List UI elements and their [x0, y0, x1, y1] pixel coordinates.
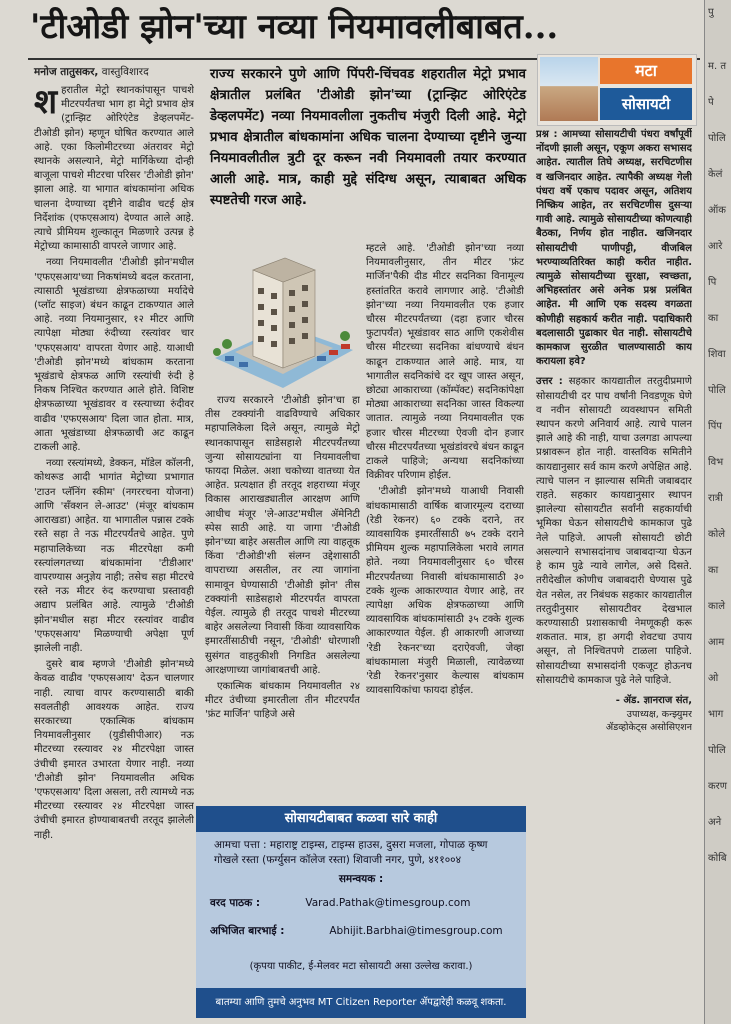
question-text: आमच्या सोसायटीची पंधरा वर्षांपूर्वी नोंदणी झाली असून, एकूण अकरा सभासद आहेत. त्यातील तिघे अध्यक्ष, सरचिटणीस व खजिनदार आहेत. त्यापैकी अध्यक्ष गेली पंधरा वर्षे एकाच पदावर असून, अतिशय निष्क्रिय आहेत, तर सरचिटणीस दुसऱ्या गावी आहे. त्यामुळे सोसायटीच्या कोणत्याही बैठका, निर्णय होत नाहीत. खजिनदार सोसायटीची पाणीपट्टी, वीजबिल भरण्याव्यतिरिक्त काही करीत नाहीत. त्यामुळे सोसायटीच्या सुरक्षा, स्वच्छता, अभिहस्तांतर असे अनेक प्रश्न प्रलंबित आहेत. मी आणि एक सदस्य वगळता कोणीही सहकार्य करीत नाही. पदाधिकारी बदलासाठी पुढाकार घेत नाही. सोसायटीचे कामकाज सुरळीत चालण्यासाठी काय करायला हवे? [536, 129, 692, 368]
adjacent-page-fragment: म. त [708, 61, 727, 72]
coordinator-1-name: वरद पाठक : [210, 897, 261, 909]
adjacent-page-fragment: का [708, 565, 719, 576]
adjacent-page-fragment: ओ [708, 673, 719, 684]
signature-org: ॲडव्होकेट्स असोसिएशन [605, 722, 692, 734]
headline: 'टीओडी झोन'च्या नव्या नियमावलीबाबत... [30, 7, 559, 47]
adjacent-page-fragment: विभ [708, 457, 724, 468]
signature-name: - ॲड. ज्ञानराज संत, [615, 694, 692, 706]
article-column-3 [366, 242, 524, 810]
illustration-space [205, 242, 360, 394]
adjacent-page-fragment: पिंप [708, 421, 722, 432]
drop-cap: श [34, 84, 58, 122]
adjacent-page-fragment: पे [708, 97, 714, 108]
adjacent-page-fragment: पोलि [708, 385, 726, 396]
answer-text: सहकार कायद्यातील तरतुदीप्रमाणे सोसायटीची दर पाच वर्षांनी निवडणूक घेणे व नवीन सोसायटी व्यवस्थापन समिती स्थापन करणे अनिवार्य आहे. त्याचे पालन झाले आहे की नाही, याचा उलगडा आपल्या प्रश्नावरून होत नाही. वास्तविक समितीने कायद्यानुसार सर्व काम करणे अपेक्षित आहे. त्याचे पालन न झाल्यास समिती जबाबदार राहते. सहकार कायद्यानुसार स्थापन झालेल्या सोसायटीत सर्वांनी सहकार्याची भूमिका घेऊन सोसायटीचे कामकाज पुढे नेले पाहिजे. आपली सोसायटी छोटी असल्याने सभासदांनाच जबाबदाऱ्या घेऊन हे काम पुढे न्यावे लागेल, असे दिसते. तरीदेखील कोणीच जबाबदारी घेण्यास पुढे येत नसेल, तर निबंधक सहकार कायद्यातील तरतुदीनुसार सोसायटीवर देखभाल करण्यासाठी प्रशासकाची नेमणूकही करू शकतात. मात्र, हा अगदी शेवटचा उपाय असून, तो निश्चितपणे टाळला पाहिजे. सोसायटीच्या सभासदांनी एकजूट होऊनच सोसायटीचे कामकाज पुढे नेले पाहिजे. [536, 376, 692, 686]
contact-box [196, 806, 526, 1018]
question [536, 128, 692, 369]
coordinator-2 [210, 924, 520, 938]
adjacent-page-fragment: अने [708, 817, 722, 828]
paragraph: एकात्मिक बांधकाम नियमावलीत २४ मीटर उंचीच्या इमारतीला तीन मीटरपर्यंत 'फ्रंट मार्जिन' पाहिजे असे [205, 681, 360, 721]
adjacent-page-fragment: शिवा [708, 349, 726, 360]
adjacent-page-strip [704, 0, 731, 1024]
answer-label: उत्तर : [536, 376, 563, 388]
adjacent-page-fragment: पोलि [708, 133, 726, 144]
adjacent-page-fragment: आरे [708, 241, 723, 252]
mata-society-banner [537, 54, 697, 126]
paragraph [34, 84, 194, 254]
coordinator-2-name: अभिजित बारभाई : [210, 925, 285, 937]
adjacent-page-fragment: कोबि [708, 853, 727, 864]
contact-note: (कृपया पाकीट, ई-मेलवर मटा सोसायटी असा उल्लेख करावा.) [249, 961, 473, 972]
contact-footer: बातम्या आणि तुमचे अनुभव MT Citizen Reporter ॲपद्वारेही कळवू शकता. [196, 988, 526, 1018]
question-label: प्रश्न : [536, 129, 558, 140]
paragraph: राज्य सरकारने 'टीओडी झोन'चा हा तीस टक्क्यांनी वाढविण्याचे अधिकार महापालिकेला दिले असून, त्यामुळे मेट्रो स्थानकापासून साडेसहाशे मीटरपर्यंतच्या जुन्या सोसायट्यांना या नियमावलीचा फायदा मिळेल. अशा चकोच्या वातच्या येत आहेत. प्रत्यक्षात ही तरतूद शहराच्या मंजूर विकास आराखड्यातील आरक्षण आणि आधीच मंजूर 'ले-आउट'मधील ॲमेनिटी स्पेस साठी आहे. या जागा 'टीओडी झोन'च्या बाहेर असतील आणि त्या वाहतूक किंवा 'टीओडी'शी संलग्न उद्देशासाठी वापराच्या असतील, तर त्या जागांना सामावून घेण्यासाठी 'टीओडी झोन' तीस टक्क्यांनी साडेसहाशे मीटरपर्यंत वापरता येईल. त्यामुळे ही तरतूद पाचशे मीटरच्या बाहेर असलेल्या निवासी किंवा व्यावसायिक इमारतींसाठीची नसून, 'टीओडी' धोरणाशी सुसंगत वाहतुकीशी निगडित असलेल्या आरक्षणाच्या जागांबाबतची आहे. [205, 395, 360, 676]
adjacent-page-fragment: केलं [708, 169, 723, 180]
adjacent-page-fragment: काले [708, 601, 726, 612]
adjacent-page-fragment: ऑक [708, 205, 726, 216]
mata-label: मटा [600, 58, 692, 84]
adjacent-page-fragment: पि [708, 277, 717, 288]
signature-title: उपाध्यक्ष, कन्झ्युमर [626, 709, 692, 721]
contact-address: आमचा पत्ता : महाराष्ट्र टाइम्स, टाइम्स हाउस, दुसरा मजला, गोपाळ कृष्ण गोखले रस्ता (फर्ग्युसन कॉलेज रस्ता) शिवाजी नगर, पुणे, ४११००४ [214, 839, 488, 866]
lead-paragraph: राज्य सरकारने पुणे आणि पिंपरी-चिंचवड शहरातील मेट्रो प्रभाव क्षेत्रातील प्रलंबित 'टीओडी झोन'च्या (ट्रान्झिट ओरिएंटेड डेव्हलपमेंट) नव्या नियमावलीला नुकतीच मंजुरी दिली आहे. मेट्रो प्रभाव क्षेत्रातील बांधकामांना अधिक चालना देण्याच्या दृष्टीने जुन्या नियमावलीतील त्रुटी दूर करून नवी नियमावली तयार करण्यात आली आहे. मात्र, काही मुद्दे संदिग्ध असून, त्याबाबत अधिक स्पष्टतेची गरज आहे. [210, 67, 526, 208]
adjacent-page-fragment: आम [708, 637, 725, 648]
answer [536, 375, 692, 687]
contact-box-title: सोसायटीबाबत कळवा सारे काही [196, 806, 526, 832]
adjacent-page-fragment: भाग [708, 709, 724, 720]
paragraph: म्हटले आहे. 'टीओडी झोन'च्या नव्या नियमावलीनुसार, तीन मीटर 'फ्रंट मार्जिन'पैकी दीड मीटर सदनिका विनामूल्य हस्तांतरित करावे लागणार आहे. 'टीओडी झोन'च्या नव्या नियमावलीत एक हजार चौरस मीटरपर्यंतच्या (दहा हजार चौरस फुटापर्यंत) भूखंडावर साठ आणि एकशेवीस चौरस मीटरच्या सदनिका बांधण्याचे बंधन काढून टाकण्यात आले आहे. मात्र, या भागातील सदनिकांचे दर खूप जास्त असून, छोट्या आकाराच्या (कॉम्पॅक्ट) सदनिकांपेक्षा मोठ्या आकाराच्या सदनिका जास्त विकल्या जातात. त्यामुळे नव्या नियमावलीत एक हजार चौरस मीटरच्या ऐवजी दोन हजार चौरस मीटरपर्यंतच्या भूखंडांवरचे बंधन काढून टाकले पाहिजे; अन्यथा सदनिकांच्या विक्रीवर परिणाम होईल. [366, 243, 524, 482]
coordinators-label: समन्वयक : [338, 873, 384, 885]
adjacent-page-fragment: पु [708, 7, 714, 18]
byline [34, 64, 204, 80]
building-photo [540, 57, 598, 121]
adjacent-page-fragment: रात्री [708, 493, 723, 504]
paragraph: 'टीओडी झोन'मध्ये याआधी निवासी बांधकामासाठी वार्षिक बाजारमूल्य दराच्या (रेडी रेकनर) ६० टक्के दराने, तर व्यावसायिक इमारतींसाठी ७५ टक्के दराने प्रीमियम शुल्क महापालिकेला भरावे लागत होते. नव्या नियमावलीनुसार ६० चौरस मीटरपर्यंतच्या निवासी बांधकामासाठी ३० टक्के शुल्क आकारण्यात येणार आहे, तर त्यापेक्षा अधिक क्षेत्रफळाच्या आणि व्यावसायिक बांधकामांसाठी ३५ टक्के शुल्क आकारण्यात येईल. ही आकारणी आजच्या 'रेडी रेकनर'च्या दराऐवजी, जेव्हा बांधकामाला मंजुरी मिळाली, त्यावेळच्या 'रेडी रेकनर'नुसार केल्यास बांधकाम व्यावसायिकांचा फायदा होईल. [366, 486, 524, 697]
adjacent-page-fragment: पोलि [708, 745, 726, 756]
adjacent-page-fragment: कोले [708, 529, 726, 540]
society-label: सोसायटी [600, 88, 692, 120]
article-column-2 [205, 242, 360, 834]
paragraph-text: हरातील मेट्रो स्थानकांपासून पाचशे मीटरपर्यंतचा भाग हा मेट्रो प्रभाव क्षेत्र (ट्रान्झिट ओरिएंटेड डेव्हलपमेंट-टीओडी झोन) म्हणून घोषित करण्यात आले आहे. एका किलोमीटरच्या अंतरावर मेट्रो स्थानके असल्याने, मेट्रो मार्गिकेच्या दोन्ही बाजूला पाचशे मीटरचा परिसर 'टीओडी झोन' झाला आहे. या भागात बांधकामांना अधिक चालना देण्याच्या दृष्टीने वाढीव चटई क्षेत्र निर्देशांक (एफएसआय) देण्यात आले आहे. त्याचे प्रीमियम शुल्कातून मिळणारे उत्पन्न हे मेट्रोच्या कामासाठी वापरले जाणार आहे. [34, 85, 194, 253]
paragraph: नव्या नियमावलीत 'टीओडी झोन'मधील 'एफएसआय'च्या निकषांमध्ये बदल करताना, त्यासाठी भूखंडाच्या क्षेत्रफळाच्या मर्यादेचे (प्लॉट साइज) बंधन काढून टाकण्यात आले आहे. नव्या नियमानुसार, १२ मीटर आणि त्यापेक्षा मोठ्या रुंदीच्या रस्त्यांवर चार 'एफएसआय' वापरता येणार आहे. याआधी 'टीओडी झोन'मध्ये बांधकाम करताना भूखंडाचे क्षेत्रफळ आणि रस्त्यांची रुंदी हे निकष निश्चित करण्यात आले होते. विशिष्ट क्षेत्रफळाच्या भूखंडावर व रस्त्याच्या रुंदीवर वाढीव 'एफएसआय' दिला जात होता. मात्र, आता भूखंडाच्या क्षेत्रफळाची अट काढून टाकली आहे. [34, 257, 194, 454]
coordinator-1-email[interactable]: Varad.Pathak@timesgroup.com [305, 897, 471, 909]
qa-column [536, 128, 692, 1004]
paragraph: दुसरे बाब म्हणजे 'टीओडी झोन'मध्ये केवळ वाढीव 'एफएसआय' देऊन चालणार नाही. त्याचा वापर करण्यासाठी बाकी सवलतीही आवश्यक आहेत. राज्य सरकारच्या एकात्मिक बांधकाम नियमावलीनुसार (युडीसीपीआर) नऊ मीटरच्या रस्त्यावर २४ मीटरपेक्षा जास्त उंचीची इमारत उभारता येणार नाही. नव्या 'टीओडी झोन' नियमावलीत अधिक 'एफएसआय' दिला असला, तरी त्यामध्ये नऊ मीटरच्या रस्त्यावर २४ मीटरपेक्षा जास्त उंचीची इमारत होण्याबाबतची तरतूद झालेली नाही. [34, 659, 194, 841]
coordinator-2-email[interactable]: Abhijit.Barbhai@timesgroup.com [329, 925, 503, 937]
adjacent-page-fragment: करण [708, 781, 727, 792]
adjacent-page-fragment: का [708, 313, 719, 324]
article-column-1 [34, 84, 194, 1002]
byline-role: वास्तुविशारद [101, 66, 149, 78]
coordinator-1 [210, 896, 520, 910]
byline-author: मनोज तातुसकर, [34, 66, 99, 78]
paragraph: नव्या रस्त्यांमध्ये, डेक्कन, मॉडेल कॉलनी, कोथरूड आदी भागांत मेट्रोच्या प्रभागात 'टाउन प्लॅनिंग स्कीम' (नगररचना योजना) आणि 'सँक्शन ले-आउट' (मंजूर बांधकाम आराखडा) आहेत. या भागातील पन्नास टक्के रस्ते सहा ते नऊ मीटरपर्यंतचे आहेत. पुणे महापालिकेच्या नऊ मीटरपेक्षा कमी रस्त्यांलगतच्या बांधकामांना 'टीडीआर' वापरण्यास अनुज्ञेय नाही; तसेच सहा मीटरचे रस्ते नऊ मीटर रुंद करण्याचा प्रस्तावही अद्याप प्रलंबित आहे. त्यामुळे 'टीओडी झोन'मधील सहा मीटर रस्त्यांवर वाढीव 'एफएसआय' मिळण्याची अपेक्षा पूर्ण झालेली नाही. [34, 458, 194, 654]
